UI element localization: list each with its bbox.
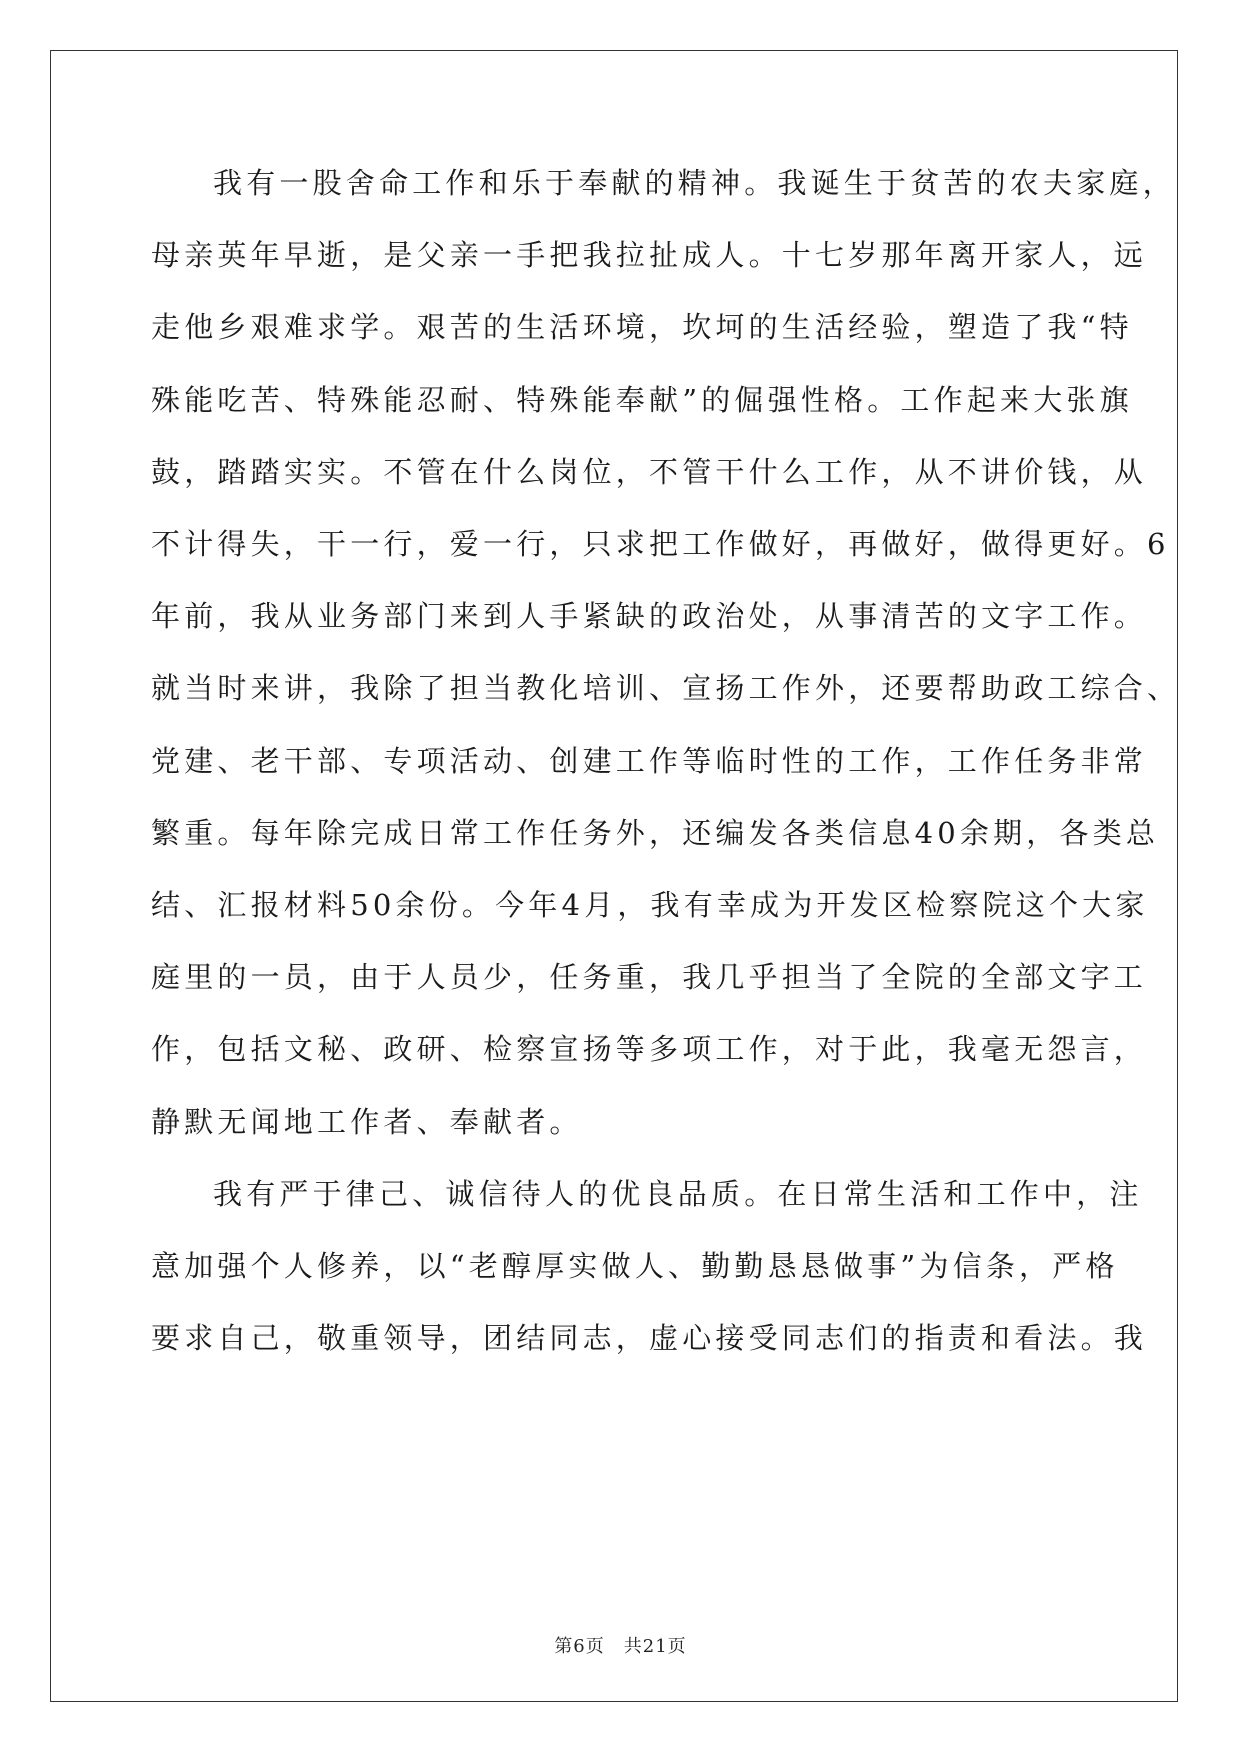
paragraph-line: 母亲英年早逝，是父亲一手把我拉扯成人。十七岁那年离开家人，远 — [151, 238, 1148, 273]
paragraph-line: 殊能吃苦、特殊能忍耐、特殊能奉献”的倔强性格。工作起来大张旗 — [151, 382, 1133, 417]
paragraph-line: 静默无闻地工作者、奉献者。 — [151, 1104, 583, 1139]
paragraph-line: 年前，我从业务部门来到人手紧缺的政治处，从事清苦的文字工作。 — [151, 599, 1148, 634]
paragraph-line: 庭里的一员，由于人员少，任务重，我几乎担当了全院的全部文字工 — [151, 960, 1148, 995]
paragraph-first-line: 我有严于律己、诚信待人的优良品质。在日常生活和工作中，注 — [213, 1176, 1143, 1211]
paragraph-line: 党建、老干部、专项活动、创建工作等临时性的工作，工作任务非常 — [151, 743, 1148, 778]
paragraph-first-line: 我有一股舍命工作和乐于奉献的精神。我诞生于贫苦的农夫家庭， — [213, 166, 1176, 200]
paragraph-line: 繁重。每年除完成日常工作任务外，还编发各类信息40余期，各类总 — [151, 815, 1160, 850]
paragraph-line: 作，包括文秘、政研、检察宣扬等多项工作，对于此，我毫无怨言， — [151, 1032, 1148, 1067]
paragraph-line: 就当时来讲，我除了担当教化培训、宣扬工作外，还要帮助政工综合、 — [151, 671, 1181, 706]
page-border — [50, 50, 1181, 1702]
page-number-footer: 第6页 共21页 — [554, 1636, 687, 1657]
paragraph-line: 不计得失，干一行，爱一行，只求把工作做好，再做好，做得更好。6 — [151, 527, 1170, 561]
paragraph-line: 要求自己，敬重领导，团结同志，虚心接受同志们的指责和看法。我 — [151, 1321, 1148, 1356]
paragraph-line: 意加强个人修养，以“老醇厚实做人、勤勤恳恳做事”为信条，严格 — [151, 1249, 1119, 1283]
paragraph-line: 结、汇报材料50余份。今年4月，我有幸成为开发区检察院这个大家 — [151, 888, 1149, 922]
paragraph-line: 鼓，踏踏实实。不管在什么岗位，不管干什么工作，从不讲价钱，从 — [151, 454, 1148, 489]
paragraph-line: 走他乡艰难求学。艰苦的生活环境，坎坷的生活经验，塑造了我“特 — [151, 310, 1133, 345]
